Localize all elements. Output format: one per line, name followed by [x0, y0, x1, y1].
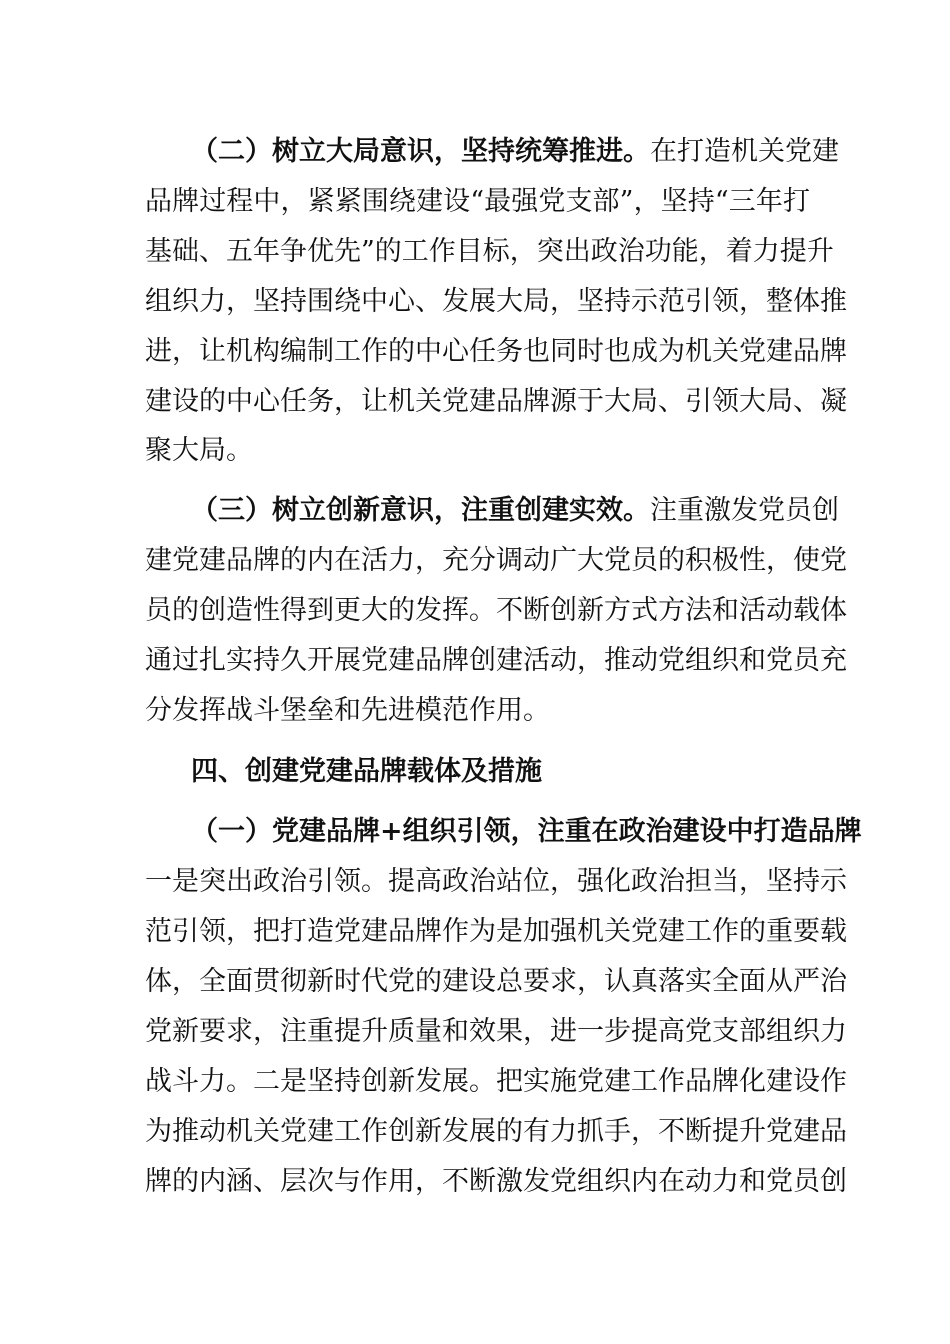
paragraph-2-first-rest: 注重激发党员创: [650, 495, 839, 526]
sub-heading: （一）党建品牌+组织引领，注重在政治建设中打造品牌: [191, 816, 862, 847]
paragraph-3-line: 体，全面贯彻新时代党的建设总要求，认真落实全面从严治: [145, 966, 847, 997]
paragraph-1-first-line: [191, 132, 839, 172]
paragraph-1-lead: （二）树立大局意识，坚持统筹推进。: [191, 136, 650, 167]
paragraph-1-line: 进，让机构编制工作的中心任务也同时也成为机关党建品牌: [145, 336, 847, 367]
paragraph-1-line: 组织力，坚持围绕中心、发展大局，坚持示范引领，整体推: [145, 286, 847, 317]
paragraph-2-first-line: [191, 491, 839, 531]
paragraph-3-line: 牌的内涵、层次与作用，不断激发党组织内在动力和党员创: [145, 1166, 847, 1197]
paragraph-3-line: 战斗力。二是坚持创新发展。把实施党建工作品牌化建设作: [145, 1066, 847, 1097]
paragraph-2-line: 通过扎实持久开展党建品牌创建活动，推动党组织和党员充: [145, 645, 847, 676]
paragraph-2-line: 建党建品牌的内在活力，充分调动广大党员的积极性，使党: [145, 545, 847, 576]
paragraph-1-line: 基础、五年争优先”的工作目标，突出政治功能，着力提升: [145, 236, 834, 267]
paragraph-2-lead: （三）树立创新意识，注重创建实效。: [191, 495, 650, 526]
paragraph-1-line: 品牌过程中，紧紧围绕建设“最强党支部”，坚持“三年打: [145, 186, 810, 217]
paragraph-2-line: 员的创造性得到更大的发挥。不断创新方式方法和活动载体: [145, 595, 847, 626]
paragraph-1-first-rest: 在打造机关党建: [650, 136, 839, 167]
paragraph-3-line: 党新要求，注重提升质量和效果，进一步提高党支部组织力: [145, 1016, 847, 1047]
section-heading: 四、创建党建品牌载体及措施: [191, 756, 542, 787]
paragraph-2-line: 分发挥战斗堡垒和先进模范作用。: [145, 695, 550, 726]
paragraph-1-line: 建设的中心任务，让机关党建品牌源于大局、引领大局、凝: [145, 386, 847, 417]
paragraph-1-line: 聚大局。: [145, 435, 253, 466]
paragraph-3-line: 范引领，把打造党建品牌作为是加强机关党建工作的重要载: [145, 916, 847, 947]
paragraph-3-line: 一是突出政治引领。提高政治站位，强化政治担当，坚持示: [145, 866, 847, 897]
paragraph-3-line: 为推动机关党建工作创新发展的有力抓手，不断提升党建品: [145, 1116, 847, 1147]
